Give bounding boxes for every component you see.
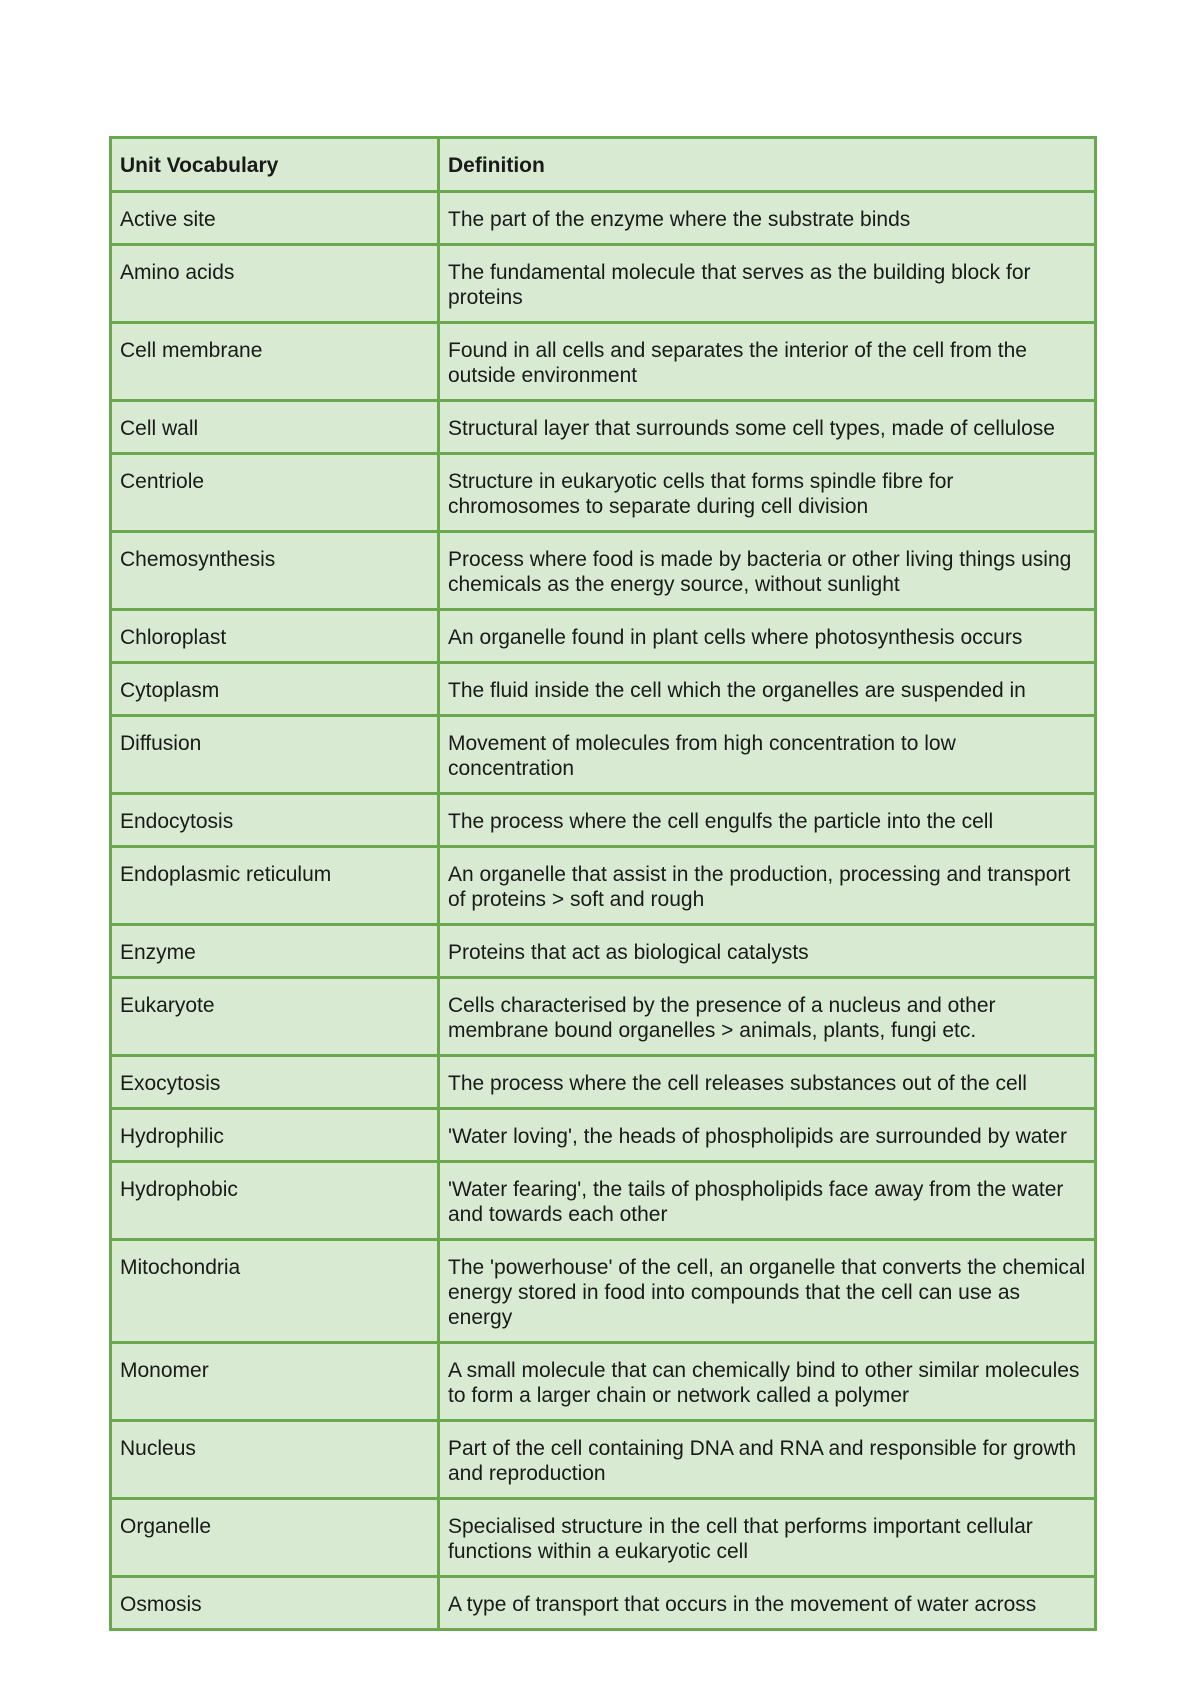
definition-cell: Found in all cells and separates the interior of the cell from the outside environment: [439, 323, 1096, 401]
term-cell: Osmosis: [111, 1577, 439, 1630]
table-row: [111, 323, 1096, 401]
definition-cell: Specialised structure in the cell that performs important cellular functions within a eukaryotic cell: [439, 1499, 1096, 1577]
table-row: [111, 1162, 1096, 1240]
table-row: [111, 1499, 1096, 1577]
term-cell: Endoplasmic reticulum: [111, 847, 439, 925]
definition-cell: A small molecule that can chemically bind to other similar molecules to form a larger chain or network called a polymer: [439, 1343, 1096, 1421]
table-row: [111, 1109, 1096, 1162]
term-cell: Diffusion: [111, 716, 439, 794]
term-cell: Centriole: [111, 454, 439, 532]
term-cell: Enzyme: [111, 925, 439, 978]
term-cell: Chemosynthesis: [111, 532, 439, 610]
term-cell: Cytoplasm: [111, 663, 439, 716]
term-cell: Organelle: [111, 1499, 439, 1577]
term-cell: Nucleus: [111, 1421, 439, 1499]
vocabulary-table: [109, 136, 1097, 1631]
term-cell: Chloroplast: [111, 610, 439, 663]
definition-cell: An organelle that assist in the production, processing and transport of proteins > soft and rough: [439, 847, 1096, 925]
table-row: [111, 925, 1096, 978]
table-header-row: [111, 138, 1096, 192]
header-definition: Definition: [439, 138, 1096, 192]
definition-cell: The part of the enzyme where the substrate binds: [439, 192, 1096, 245]
definition-cell: Proteins that act as biological catalysts: [439, 925, 1096, 978]
table-row: [111, 978, 1096, 1056]
definition-cell: 'Water loving', the heads of phospholipids are surrounded by water: [439, 1109, 1096, 1162]
term-cell: Endocytosis: [111, 794, 439, 847]
table-row: [111, 847, 1096, 925]
table-row: [111, 1577, 1096, 1630]
term-cell: Cell membrane: [111, 323, 439, 401]
definition-cell: The fundamental molecule that serves as the building block for proteins: [439, 245, 1096, 323]
term-cell: Hydrophobic: [111, 1162, 439, 1240]
definition-cell: Movement of molecules from high concentration to low concentration: [439, 716, 1096, 794]
term-cell: Monomer: [111, 1343, 439, 1421]
table-row: [111, 1056, 1096, 1109]
definition-cell: A type of transport that occurs in the movement of water across: [439, 1577, 1096, 1630]
term-cell: Hydrophilic: [111, 1109, 439, 1162]
definition-cell: Structural layer that surrounds some cell types, made of cellulose: [439, 401, 1096, 454]
definition-cell: The fluid inside the cell which the organelles are suspended in: [439, 663, 1096, 716]
term-cell: Exocytosis: [111, 1056, 439, 1109]
definition-cell: Structure in eukaryotic cells that forms spindle fibre for chromosomes to separate during cell division: [439, 454, 1096, 532]
table-row: [111, 1240, 1096, 1343]
term-cell: Amino acids: [111, 245, 439, 323]
table-row: [111, 1421, 1096, 1499]
term-cell: Eukaryote: [111, 978, 439, 1056]
table-row: [111, 192, 1096, 245]
definition-cell: The 'powerhouse' of the cell, an organelle that converts the chemical energy stored in food into compounds that the cell can use as energy: [439, 1240, 1096, 1343]
definition-cell: The process where the cell engulfs the particle into the cell: [439, 794, 1096, 847]
header-unit-vocabulary: Unit Vocabulary: [111, 138, 439, 192]
definition-cell: Cells characterised by the presence of a nucleus and other membrane bound organelles > animals, plants, fungi etc.: [439, 978, 1096, 1056]
term-cell: Active site: [111, 192, 439, 245]
definition-cell: Process where food is made by bacteria or other living things using chemicals as the energy source, without sunlight: [439, 532, 1096, 610]
definition-cell: The process where the cell releases substances out of the cell: [439, 1056, 1096, 1109]
table-row: [111, 1343, 1096, 1421]
table-row: [111, 610, 1096, 663]
table-row: [111, 532, 1096, 610]
table-row: [111, 716, 1096, 794]
term-cell: Mitochondria: [111, 1240, 439, 1343]
table-row: [111, 245, 1096, 323]
table-row: [111, 663, 1096, 716]
definition-cell: Part of the cell containing DNA and RNA and responsible for growth and reproduction: [439, 1421, 1096, 1499]
table-row: [111, 454, 1096, 532]
term-cell: Cell wall: [111, 401, 439, 454]
table-row: [111, 794, 1096, 847]
definition-cell: An organelle found in plant cells where photosynthesis occurs: [439, 610, 1096, 663]
table-body: [111, 192, 1096, 1630]
definition-cell: 'Water fearing', the tails of phospholipids face away from the water and towards each other: [439, 1162, 1096, 1240]
table-row: [111, 401, 1096, 454]
